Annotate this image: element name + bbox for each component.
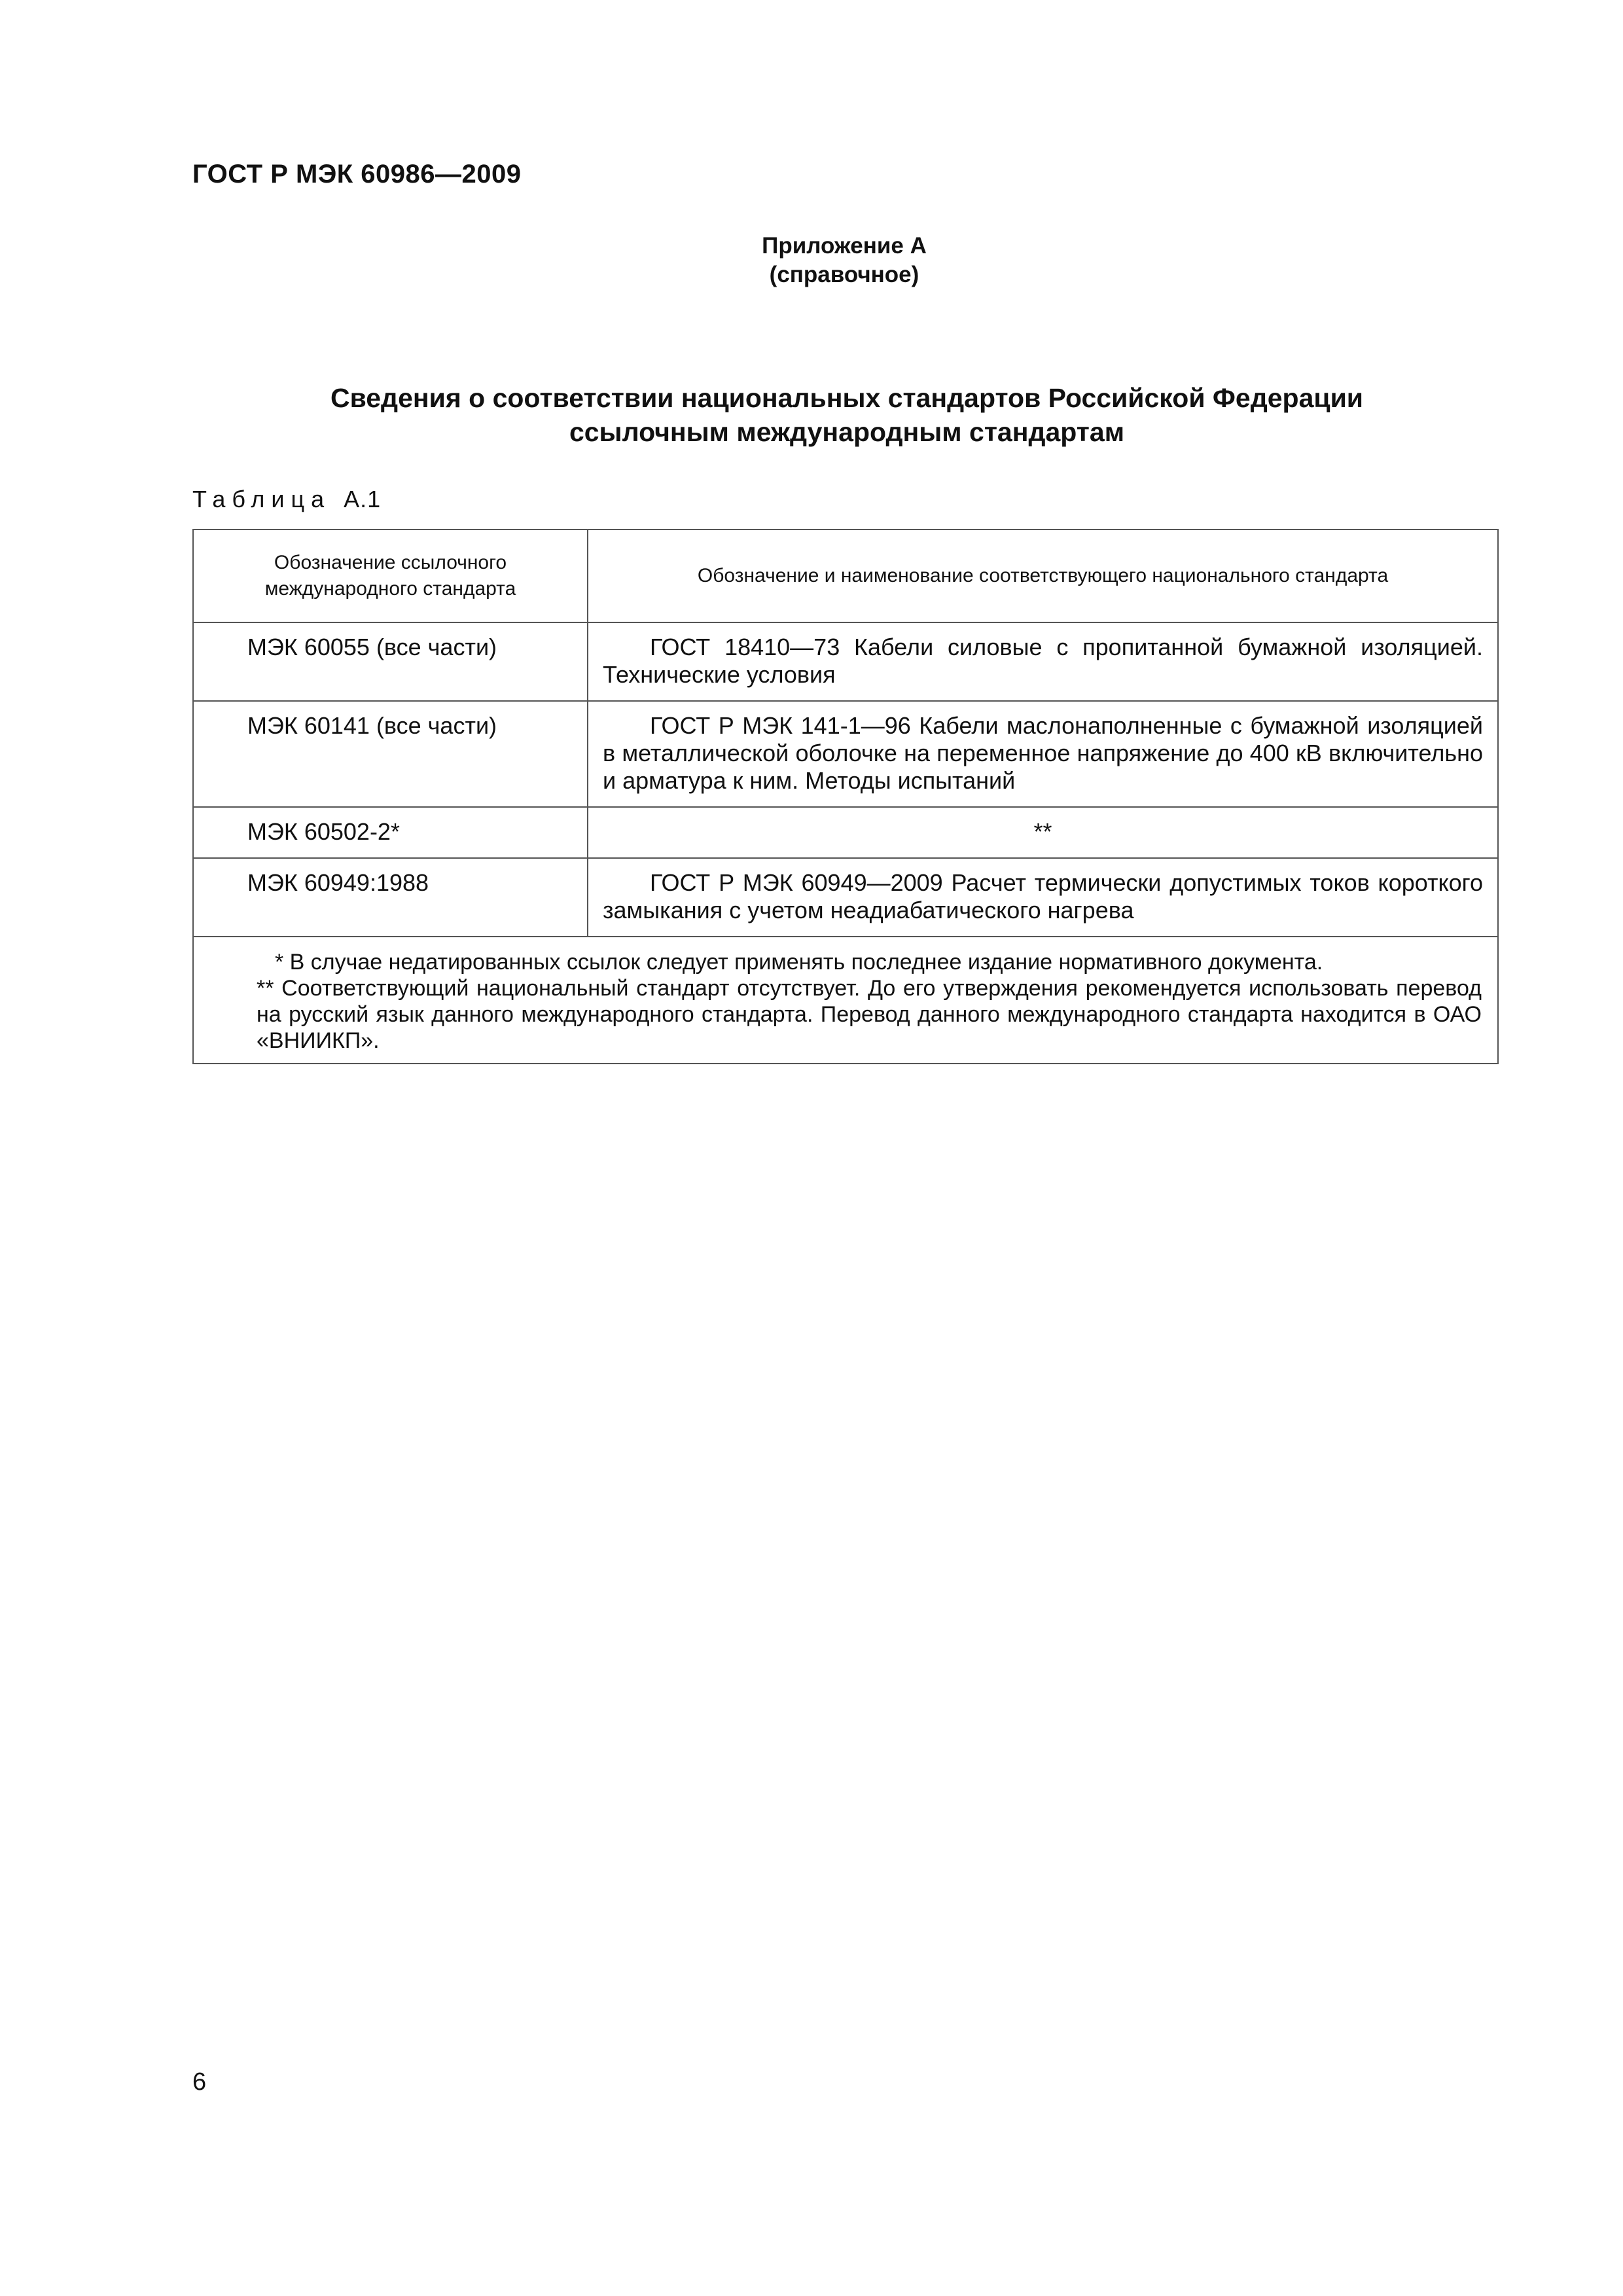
appendix-title: Приложение А (762, 233, 927, 259)
national-standard-text: ГОСТ Р МЭК 60949—2009 Расчет термически допустимых токов короткого замыкания с учетом неадиабатического нагрева (603, 869, 1483, 924)
table-caption-word: Таблица (192, 486, 331, 512)
national-standard-cell (588, 701, 1498, 807)
national-standard-cell: ** (588, 807, 1498, 858)
table-row (193, 701, 1498, 807)
page-number: 6 (192, 2068, 207, 2096)
reference-standards-table (192, 529, 1499, 1064)
international-standard-cell: МЭК 60141 (все части) (193, 701, 588, 807)
footnote-1: * В случае недатированных ссылок следует применять последнее издание нормативного документа. (275, 950, 1323, 975)
footnote-2: ** Соответствующий национальный стандарт отсутствует. До его утверждения рекомендуется использовать перевод на русский язык данного международного стандарта. Перевод данного международного стандарта находится в ОАО «ВНИИКП». (257, 976, 1482, 1053)
section-title-line-2: ссылочным международным стандартам (569, 417, 1125, 447)
table-row (193, 858, 1498, 937)
national-standard-cell (588, 622, 1498, 701)
header-international-standard: Обозначение ссылочного международного стандарта (193, 529, 588, 622)
table-header-row (193, 529, 1498, 622)
national-standard-cell (588, 858, 1498, 937)
table-footnotes (193, 937, 1498, 1064)
international-standard-cell: МЭК 60949:1988 (193, 858, 588, 937)
national-standard-text: ГОСТ Р МЭК 141-1—96 Кабели маслонаполненные с бумажной изоляцией в металлической оболочке на переменное напряжение до 400 кВ включительно и арматура к ним. Методы испытаний (603, 712, 1483, 794)
document-code: ГОСТ Р МЭК 60986—2009 (192, 160, 522, 188)
section-title-line-1: Сведения о соответствии национальных стандартов Российской Федерации (330, 383, 1364, 413)
international-standard-cell: МЭК 60055 (все части) (193, 622, 588, 701)
appendix-type: (справочное) (769, 262, 919, 287)
header-national-standard: Обозначение и наименование соответствующего национального стандарта (588, 529, 1498, 622)
international-standard-cell: МЭК 60502-2* (193, 807, 588, 858)
table-row (193, 807, 1498, 858)
table-caption (192, 486, 381, 513)
table-caption-number: А.1 (344, 486, 382, 512)
national-standard-text: ГОСТ 18410—73 Кабели силовые с пропитанной бумажной изоляцией. Технические условия (603, 634, 1483, 688)
section-title (192, 381, 1501, 449)
table-footnotes-row (193, 937, 1498, 1064)
table-row (193, 622, 1498, 701)
